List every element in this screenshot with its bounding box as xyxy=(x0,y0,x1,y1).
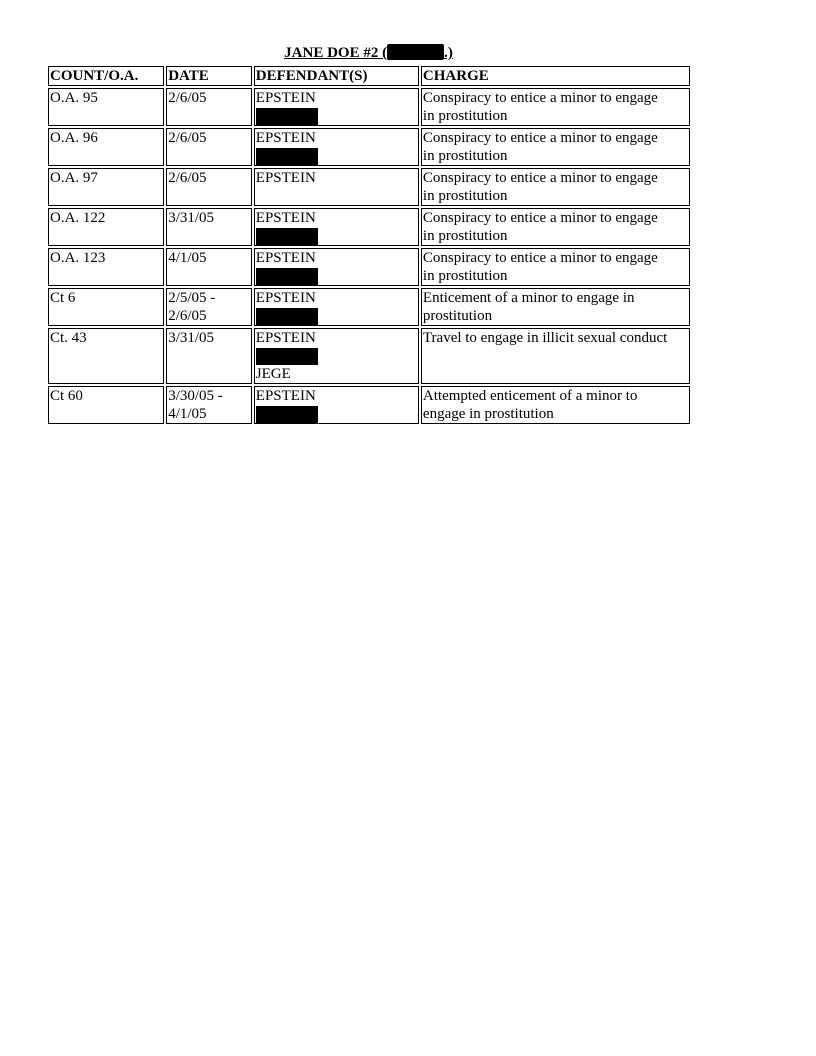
cell-date xyxy=(166,248,252,286)
date-line: 3/31/05 xyxy=(168,330,215,346)
cell-count: Ct. 43 xyxy=(48,328,164,384)
cell-date xyxy=(166,168,252,206)
cell-date xyxy=(166,88,252,126)
cell-defendants xyxy=(254,208,419,246)
defendant-name: EPSTEIN xyxy=(255,250,316,266)
charge-line: Travel to engage in illicit sexual conduct xyxy=(422,330,668,346)
defendant-redaction xyxy=(256,108,318,125)
cell-count: O.A. 96 xyxy=(48,128,164,166)
title-suffix: .) xyxy=(444,45,453,61)
charge-line: Attempted enticement of a minor to xyxy=(422,388,638,404)
cell-defendants xyxy=(254,386,419,424)
cell-date xyxy=(166,386,252,424)
cell-charge xyxy=(421,128,690,166)
cell-defendants xyxy=(254,288,419,326)
cell-count: O.A. 97 xyxy=(48,168,164,206)
charge-line: Conspiracy to entice a minor to engage xyxy=(422,90,658,106)
charge-line: engage in prostitution xyxy=(422,406,554,422)
cell-charge xyxy=(421,208,690,246)
cell-count: O.A. 122 xyxy=(48,208,164,246)
date-line: 2/6/05 xyxy=(168,130,207,146)
defendant-name: EPSTEIN xyxy=(255,330,316,346)
charge-line: in prostitution xyxy=(422,188,508,204)
cell-count: O.A. 123 xyxy=(48,248,164,286)
cell-count: Ct 6 xyxy=(48,288,164,326)
cell-charge xyxy=(421,248,690,286)
date-line: 2/5/05 - xyxy=(168,290,216,306)
cell-charge xyxy=(421,168,690,206)
cell-date xyxy=(166,288,252,326)
cell-count: Ct 60 xyxy=(48,386,164,424)
defendant-name: EPSTEIN xyxy=(255,170,316,186)
defendant-name-extra: JEGE xyxy=(255,366,291,382)
charge-line: Conspiracy to entice a minor to engage xyxy=(422,250,658,266)
date-line: 2/6/05 xyxy=(168,170,207,186)
defendant-name: EPSTEIN xyxy=(255,388,316,404)
date-line: 3/31/05 xyxy=(168,210,215,226)
charge-line: in prostitution xyxy=(422,228,508,244)
cell-defendants xyxy=(254,248,419,286)
date-line: 4/1/05 xyxy=(168,250,207,266)
title-prefix: JANE DOE #2 ( xyxy=(284,45,388,61)
defendant-redaction xyxy=(256,228,318,245)
header-defendants: DEFENDANT(S) xyxy=(254,66,419,86)
charge-line: in prostitution xyxy=(422,148,508,164)
cell-charge xyxy=(421,386,690,424)
table-row xyxy=(48,128,690,166)
defendant-redaction xyxy=(256,268,318,285)
document-title xyxy=(47,44,690,62)
header-charge: CHARGE xyxy=(421,66,690,86)
table-row xyxy=(48,328,690,384)
cell-charge xyxy=(421,88,690,126)
cell-date xyxy=(166,208,252,246)
defendant-redaction xyxy=(256,148,318,165)
defendant-name: EPSTEIN xyxy=(255,210,316,226)
cell-defendants xyxy=(254,168,419,206)
date-line: 4/1/05 xyxy=(168,406,207,422)
header-count: COUNT/O.A. xyxy=(48,66,164,86)
table-row xyxy=(48,168,690,206)
header-date: DATE xyxy=(166,66,252,86)
table-header-row xyxy=(48,66,690,86)
charge-line: Enticement of a minor to engage in xyxy=(422,290,635,306)
table-row xyxy=(48,248,690,286)
title-redaction xyxy=(387,44,444,60)
charges-table xyxy=(46,64,692,426)
charge-line: prostitution xyxy=(422,308,493,324)
cell-defendants xyxy=(254,88,419,126)
table-row xyxy=(48,208,690,246)
table-row xyxy=(48,88,690,126)
cell-date xyxy=(166,328,252,384)
cell-count: O.A. 95 xyxy=(48,88,164,126)
charge-line: in prostitution xyxy=(422,108,508,124)
charge-line: Conspiracy to entice a minor to engage xyxy=(422,170,658,186)
cell-charge xyxy=(421,328,690,384)
defendant-redaction xyxy=(256,348,318,365)
cell-defendants xyxy=(254,328,419,384)
date-line: 2/6/05 xyxy=(168,308,207,324)
defendant-name: EPSTEIN xyxy=(255,290,316,306)
date-line: 3/30/05 - xyxy=(168,388,223,404)
cell-date xyxy=(166,128,252,166)
defendant-name: EPSTEIN xyxy=(255,90,316,106)
charge-line: Conspiracy to entice a minor to engage xyxy=(422,210,658,226)
cell-charge xyxy=(421,288,690,326)
table-row xyxy=(48,288,690,326)
charge-line: in prostitution xyxy=(422,268,508,284)
charge-line: Conspiracy to entice a minor to engage xyxy=(422,130,658,146)
defendant-redaction xyxy=(256,308,318,325)
table-row xyxy=(48,386,690,424)
cell-defendants xyxy=(254,128,419,166)
defendant-redaction xyxy=(256,406,318,423)
defendant-name: EPSTEIN xyxy=(255,130,316,146)
date-line: 2/6/05 xyxy=(168,90,207,106)
